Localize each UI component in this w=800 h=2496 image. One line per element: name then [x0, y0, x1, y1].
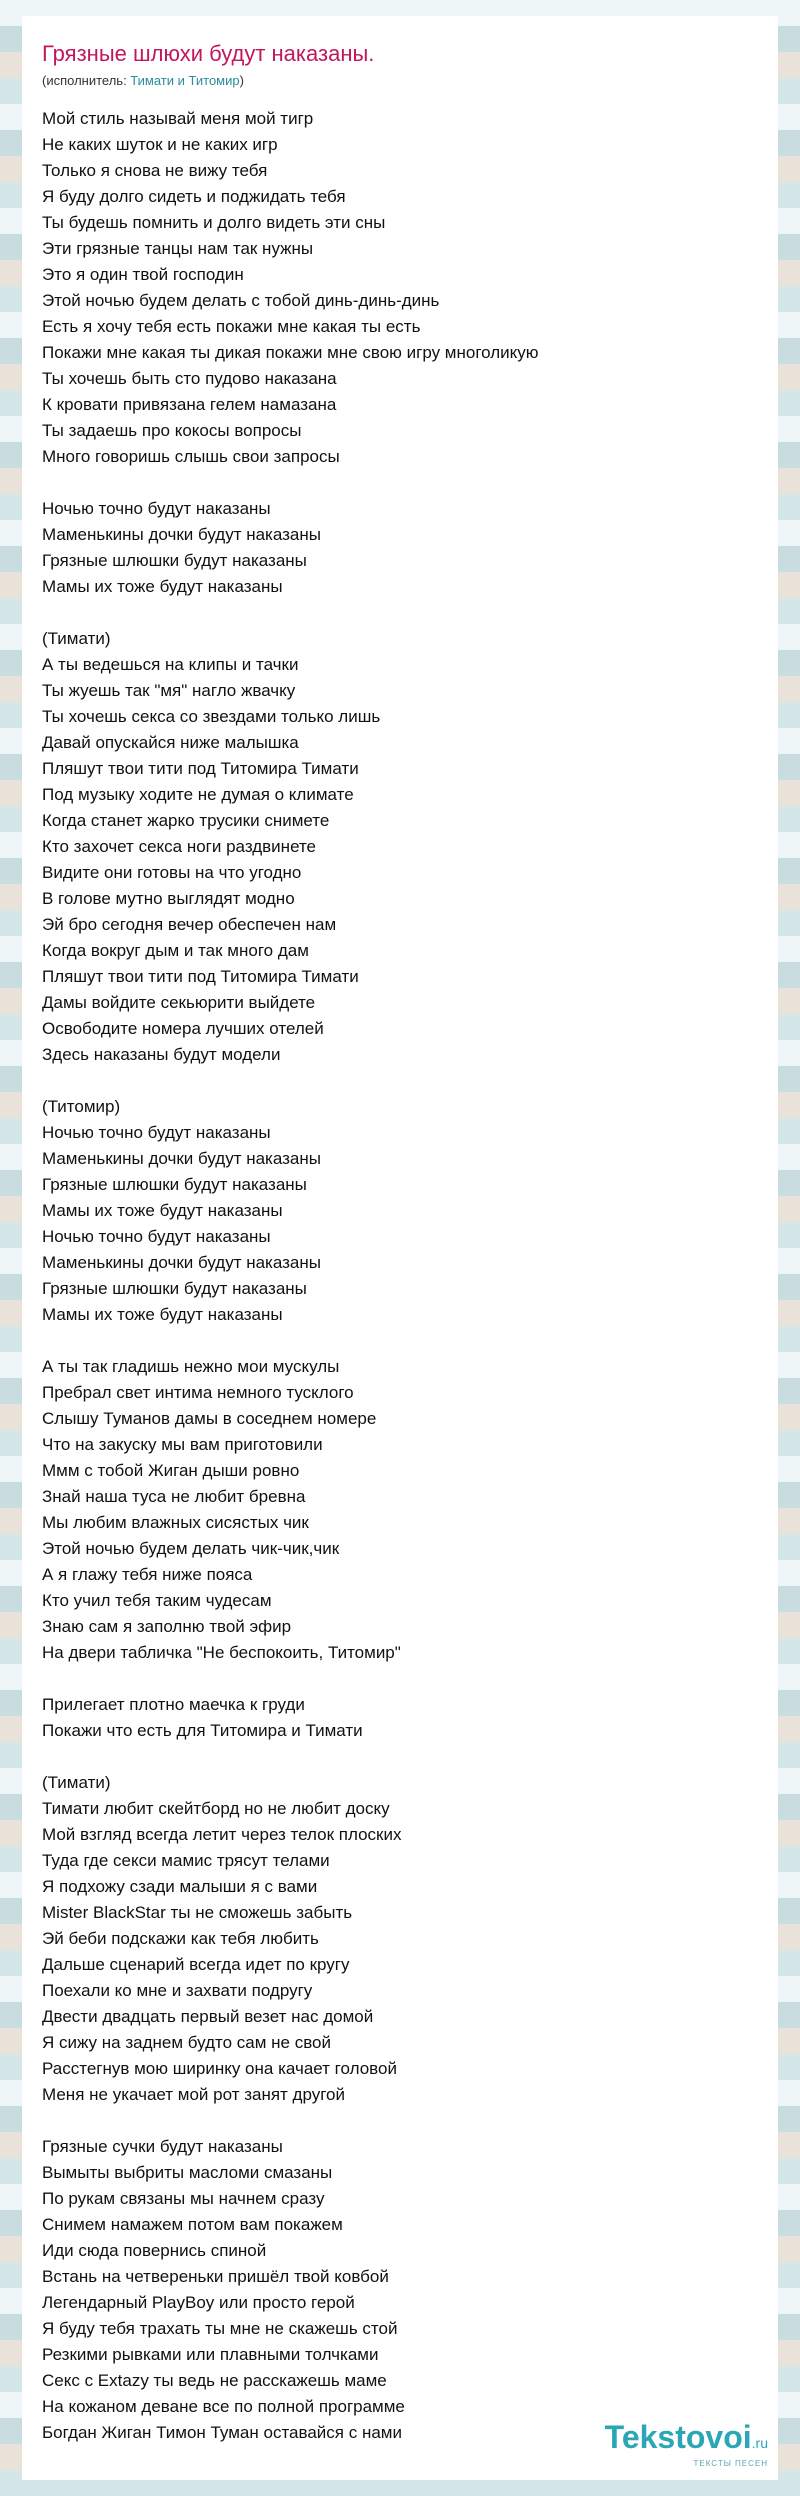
- lyrics-line: Ночью точно будут наказаны: [42, 499, 271, 518]
- lyrics-line: Я буду долго сидеть и поджидать тебя: [42, 187, 346, 206]
- lyrics-line: Ты хочешь секса со звездами только лишь: [42, 707, 381, 726]
- lyrics-line: Тимати любит скейтборд но не любит доску: [42, 1799, 390, 1818]
- lyrics-line: Много говоришь слышь свои запросы: [42, 447, 340, 466]
- lyrics-stanza: [42, 106, 758, 470]
- lyrics-line: Знай наша туса не любит бревна: [42, 1487, 306, 1506]
- artist-prefix: (исполнитель:: [42, 73, 131, 88]
- lyrics-line: Эти грязные танцы нам так нужны: [42, 239, 314, 258]
- lyrics-line: Грязные шлюшки будут наказаны: [42, 1279, 307, 1298]
- lyrics-card: [22, 16, 778, 2480]
- song-subtitle: [42, 72, 758, 90]
- lyrics-line: Дамы войдите секьюрити выйдете: [42, 993, 316, 1012]
- lyrics-line: Иди сюда повернись спиной: [42, 2241, 267, 2260]
- lyrics-line: Богдан Жиган Тимон Туман оставайся с нами: [42, 2423, 402, 2442]
- lyrics-line: Кто захочет секса ноги раздвинете: [42, 837, 317, 856]
- lyrics-line: Я подхожу сзади малыши я с вами: [42, 1877, 318, 1896]
- lyrics-line: Ммм с тобой Жиган дыши ровно: [42, 1461, 300, 1480]
- lyrics-line: Грязные сучки будут наказаны: [42, 2137, 283, 2156]
- lyrics-stanza: [42, 1094, 758, 1328]
- lyrics-line: Грязные шлюшки будут наказаны: [42, 1175, 307, 1194]
- lyrics-line: Под музыку ходите не думая о климате: [42, 785, 354, 804]
- lyrics-line: На двери табличка "Не беспокоить, Титомир": [42, 1643, 401, 1662]
- lyrics-line: Ты будешь помнить и долго видеть эти сны: [42, 213, 386, 232]
- lyrics-line: Расстегнув мою ширинку она качает головой: [42, 2059, 397, 2078]
- song-title: Грязные шлюхи будут наказаны.: [42, 41, 375, 66]
- lyrics-line: (Тимати): [42, 629, 111, 648]
- lyrics-line: Легендарный PlayBoy или просто герой: [42, 2293, 355, 2312]
- lyrics-line: Этой ночью будем делать с тобой динь-динь-динь: [42, 291, 440, 310]
- lyrics-line: Покажи что есть для Титомира и Тимати: [42, 1721, 363, 1740]
- lyrics-line: Меня не укачает мой рот занят другой: [42, 2085, 346, 2104]
- lyrics-line: Ты задаешь про кокосы вопросы: [42, 421, 302, 440]
- lyrics-line: Пребрал свет интима немного тусклого: [42, 1383, 354, 1402]
- lyrics-stanza: [42, 1692, 758, 1744]
- lyrics-line: Это я один твой господин: [42, 265, 244, 284]
- lyrics-line: А ты так гладишь нежно мои мускулы: [42, 1357, 340, 1376]
- lyrics-line: Покажи мне какая ты дикая покажи мне свою игру многоликую: [42, 343, 539, 362]
- lyrics-line: Мамы их тоже будут наказаны: [42, 1201, 283, 1220]
- lyrics-line: Есть я хочу тебя есть покажи мне какая ты есть: [42, 317, 421, 336]
- lyrics-line: Маменькины дочки будут наказаны: [42, 525, 321, 544]
- lyrics-line: Mister BlackStar ты не сможешь забыть: [42, 1903, 353, 1922]
- lyrics-line: Я буду тебя трахать ты мне не скажешь стой: [42, 2319, 398, 2338]
- lyrics-line: Двести двадцать первый везет нас домой: [42, 2007, 374, 2026]
- lyrics-stanza: [42, 1770, 758, 2108]
- lyrics-line: Не каких шуток и не каких игр: [42, 135, 278, 154]
- lyrics-stanza: [42, 626, 758, 1068]
- lyrics-line: Ты жуешь так "мя" нагло жвачку: [42, 681, 296, 700]
- lyrics-line: Этой ночью будем делать чик-чик,чик: [42, 1539, 340, 1558]
- lyrics-line: (Титомир): [42, 1097, 121, 1116]
- lyrics-line: Мы любим влажных сисястых чик: [42, 1513, 309, 1532]
- lyrics-line: А я глажу тебя ниже пояса: [42, 1565, 253, 1584]
- lyrics-line: Слышу Туманов дамы в соседнем номере: [42, 1409, 377, 1428]
- logo-tagline: ТЕКСТЫ ПЕСЕН: [693, 2459, 768, 2468]
- lyrics-line: Прилегает плотно маечка к груди: [42, 1695, 305, 1714]
- lyrics-line: Резкими рывками или плавными толчками: [42, 2345, 379, 2364]
- lyrics-line: Встань на четвереньки пришёл твой ковбой: [42, 2267, 389, 2286]
- lyrics-line: В голове мутно выглядят модно: [42, 889, 295, 908]
- lyrics-line: На кожаном деване все по полной программе: [42, 2397, 405, 2416]
- lyrics-line: Мой взгляд всегда летит через телок плоских: [42, 1825, 402, 1844]
- lyrics-line: Кто учил тебя таким чудесам: [42, 1591, 272, 1610]
- lyrics-line: Давай опускайся ниже малышка: [42, 733, 299, 752]
- lyrics-line: Ночью точно будут наказаны: [42, 1123, 271, 1142]
- lyrics-line: Грязные шлюшки будут наказаны: [42, 551, 307, 570]
- lyrics-stanza: [42, 1354, 758, 1666]
- lyrics-line: А ты ведешься на клипы и тачки: [42, 655, 299, 674]
- lyrics-line: Я сижу на заднем будто сам не свой: [42, 2033, 331, 2052]
- lyrics-line: Вымыты выбриты масломи смазаны: [42, 2163, 333, 2182]
- logo-domain: .ru: [751, 2435, 768, 2451]
- lyrics-line: Когда станет жарко трусики снимете: [42, 811, 330, 830]
- lyrics-line: Видите они готовы на что угодно: [42, 863, 302, 882]
- lyrics-line: Дальше сценарий всегда идет по кругу: [42, 1955, 350, 1974]
- lyrics-line: Пляшут твои тити под Титомира Тимати: [42, 967, 359, 986]
- lyrics-stanza: [42, 496, 758, 600]
- lyrics-line: Здесь наказаны будут модели: [42, 1045, 281, 1064]
- artist-link[interactable]: Тимати и Титомир: [130, 73, 240, 88]
- site-logo[interactable]: [605, 2421, 768, 2468]
- lyrics-line: Ночью точно будут наказаны: [42, 1227, 271, 1246]
- lyrics-line: Что на закуску мы вам приготовили: [42, 1435, 323, 1454]
- lyrics-line: Мамы их тоже будут наказаны: [42, 1305, 283, 1324]
- lyrics-line: Пляшут твои тити под Титомира Тимати: [42, 759, 359, 778]
- lyrics-line: По рукам связаны мы начнем сразу: [42, 2189, 325, 2208]
- lyrics-line: Снимем намажем потом вам покажем: [42, 2215, 343, 2234]
- logo-wordmark: [605, 2421, 768, 2459]
- lyrics-line: Маменькины дочки будут наказаны: [42, 1149, 321, 1168]
- artist-suffix: ): [239, 73, 244, 88]
- lyrics-line: Только я снова не вижу тебя: [42, 161, 268, 180]
- lyrics-line: Эй бро сегодня вечер обеспечен нам: [42, 915, 337, 934]
- lyrics-line: Мамы их тоже будут наказаны: [42, 577, 283, 596]
- lyrics-line: Эй беби подскажи как тебя любить: [42, 1929, 319, 1948]
- lyrics-line: Когда вокруг дым и так много дам: [42, 941, 309, 960]
- lyrics-line: Знаю сам я заполню твой эфир: [42, 1617, 292, 1636]
- lyrics-line: Освободите номера лучших отелей: [42, 1019, 324, 1038]
- logo-name: Tekstovoi: [604, 2419, 752, 2455]
- lyrics-line: Туда где секси мамис трясут телами: [42, 1851, 330, 1870]
- lyrics-stanza: [42, 2134, 758, 2446]
- lyrics-line: Маменькины дочки будут наказаны: [42, 1253, 321, 1272]
- lyrics-line: Секс с Extazy ты ведь не расскажешь маме: [42, 2371, 387, 2390]
- lyrics-line: Ты хочешь быть сто пудово наказана: [42, 369, 337, 388]
- lyrics-line: Мой стиль называй меня мой тигр: [42, 109, 314, 128]
- lyrics-line: К кровати привязана гелем намазана: [42, 395, 337, 414]
- lyrics-line: Поехали ко мне и захвати подругу: [42, 1981, 313, 2000]
- lyrics-body: [42, 106, 758, 2446]
- lyrics-line: (Тимати): [42, 1773, 111, 1792]
